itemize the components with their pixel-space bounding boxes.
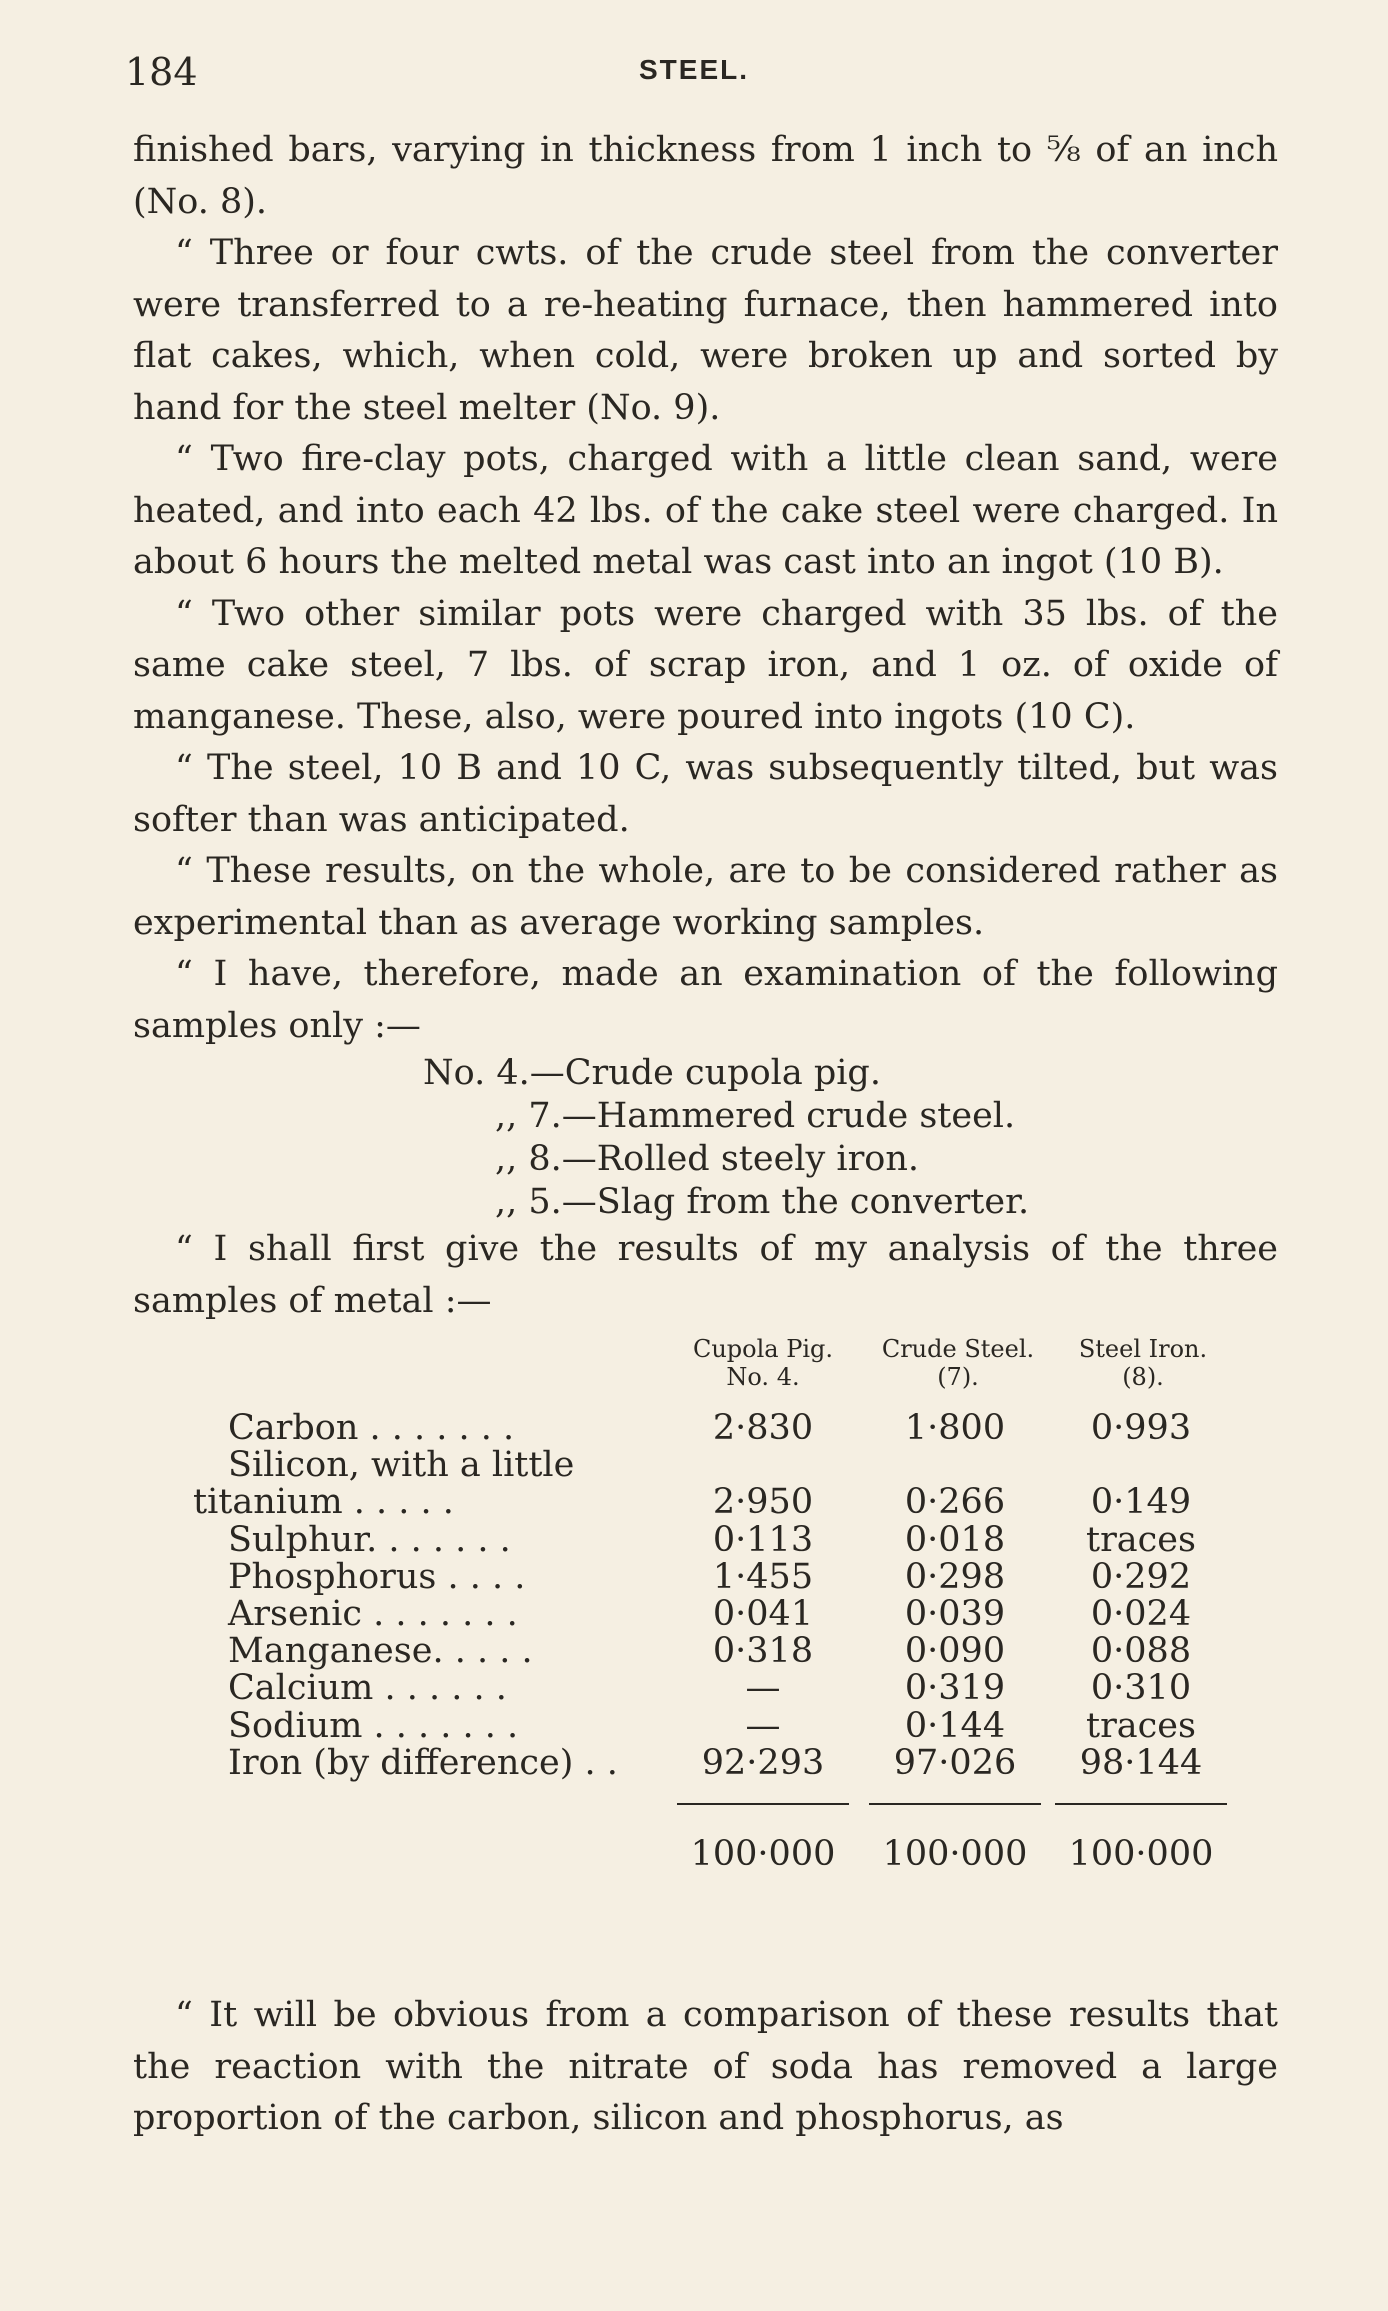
table-row-label: Sodium . . . . . . . (228, 1705, 519, 1746)
table-cell: 2·950 (712, 1482, 814, 1523)
table-row-label: Phosphorus . . . . (228, 1556, 526, 1597)
list-item: ,, 8.—Rolled steely iron. (495, 1139, 920, 1179)
table-cell: traces (1086, 1519, 1196, 1560)
table-cell: 0·088 (1090, 1631, 1192, 1672)
table-cell: 0·266 (904, 1482, 1006, 1523)
table-row-label: Manganese. . . . . (228, 1631, 533, 1672)
table-cell: 0·039 (904, 1594, 1006, 1634)
paragraph: “ These results, on the whole, are to be considered rather as experimental than as average working samples. (133, 851, 1278, 943)
paragraph: “ Two other similar pots were charged with 35 lbs. of the same cake steel, 7 lbs. of scrap iron, and 1 oz. of oxide of manganese. These, also, were poured into ingots (10 C). (133, 593, 1278, 737)
paragraph: “ The steel, 10 B and 10 C, was subsequently tilted, but was softer than was anticipated. (133, 748, 1278, 840)
table-cell: — (745, 1705, 781, 1746)
table-total: 100·000 (882, 1834, 1028, 1874)
table-row-label: Silicon, with a little (228, 1445, 575, 1486)
paragraphs-before (133, 125, 1278, 1052)
list-item: ,, 7.—Hammered crude steel. (495, 1096, 1016, 1136)
table-total: 100·000 (1068, 1834, 1214, 1874)
table-cell: 0·318 (712, 1631, 814, 1672)
table-cell: 0·018 (904, 1519, 1006, 1560)
table-cell: 0·113 (712, 1519, 814, 1560)
column-header: Crude Steel. (7). (881, 1335, 1035, 1391)
list-item: No. 4.—Crude cupola pig. (423, 1053, 881, 1093)
sample-list (423, 1052, 1278, 1224)
column-header: Steel Iron. (8). (1078, 1335, 1208, 1391)
table-total: 100·000 (690, 1834, 836, 1874)
table-cell: 0·041 (712, 1594, 814, 1634)
table-cell: 0·298 (904, 1556, 1006, 1597)
sum-rule (869, 1803, 1041, 1805)
table-cell: traces (1086, 1705, 1196, 1746)
table-cell: 98·144 (1079, 1742, 1203, 1783)
table-row-label: Calcium . . . . . . (228, 1668, 507, 1709)
table-row-label: titanium . . . . . (193, 1482, 454, 1523)
paragraph: “ Three or four cwts. of the crude steel from the converter were transferred to a re-heating furnace, then hammered into flat cakes, which, when cold, were broken up and sorted by hand for the steel melter (No. 9). (133, 233, 1278, 428)
table-row-label: Carbon . . . . . . . (228, 1408, 515, 1448)
page-number: 184 (125, 50, 198, 94)
paragraph: “ Two fire-clay pots, charged with a little clean sand, were heated, and into each 42 lbs. of the cake steel were charged. In about 6 hours the melted metal was cast into an ingot (10 B). (133, 439, 1278, 582)
table-cell: 0·090 (904, 1631, 1006, 1672)
page-header (0, 50, 1388, 100)
table-cell: 0·149 (1090, 1482, 1192, 1523)
sum-rule (1055, 1803, 1227, 1805)
running-head: STEEL. (638, 54, 749, 85)
table-cell: 0·993 (1090, 1408, 1192, 1448)
table-cell: 0·319 (904, 1668, 1006, 1709)
table-row-label: Arsenic . . . . . . . (228, 1594, 518, 1634)
table-cell: 0·310 (1090, 1668, 1192, 1709)
table-cell: 0·292 (1090, 1556, 1192, 1597)
closing-paragraph: “ It will be obvious from a comparison of these results that the reaction with the nitrate of soda has removed a large proportion of the carbon, silicon and phosphorus, as (133, 1995, 1278, 2138)
table-cell: 0·144 (904, 1705, 1006, 1746)
table-cell: 97·026 (893, 1742, 1017, 1783)
paragraph: “ I have, therefore, made an examination of the following samples only :— (133, 954, 1278, 1046)
table-row-label: Iron (by difference) . . (228, 1742, 618, 1783)
analysis-table (133, 1335, 1278, 1990)
table-intro-paragraph: “ I shall first give the results of my analysis of the three samples of metal :— (133, 1229, 1278, 1321)
paragraph: finished bars, varying in thickness from 1 inch to ⅝ of an inch (No. 8). (133, 130, 1278, 222)
table-cell: 0·024 (1090, 1594, 1192, 1634)
body-text (133, 125, 1278, 2145)
table-cell: 1·455 (712, 1556, 814, 1597)
table-row-label: Sulphur. . . . . . . (228, 1519, 511, 1560)
column-header: Cupola Pig. No. 4. (692, 1335, 834, 1391)
table-cell: — (745, 1668, 781, 1709)
list-item: ,, 5.—Slag from the converter. (495, 1182, 1030, 1222)
table-cell: 1·800 (904, 1408, 1006, 1448)
table-cell: 92·293 (701, 1742, 825, 1783)
sum-rule (677, 1803, 849, 1805)
table-cell: 2·830 (712, 1408, 814, 1448)
